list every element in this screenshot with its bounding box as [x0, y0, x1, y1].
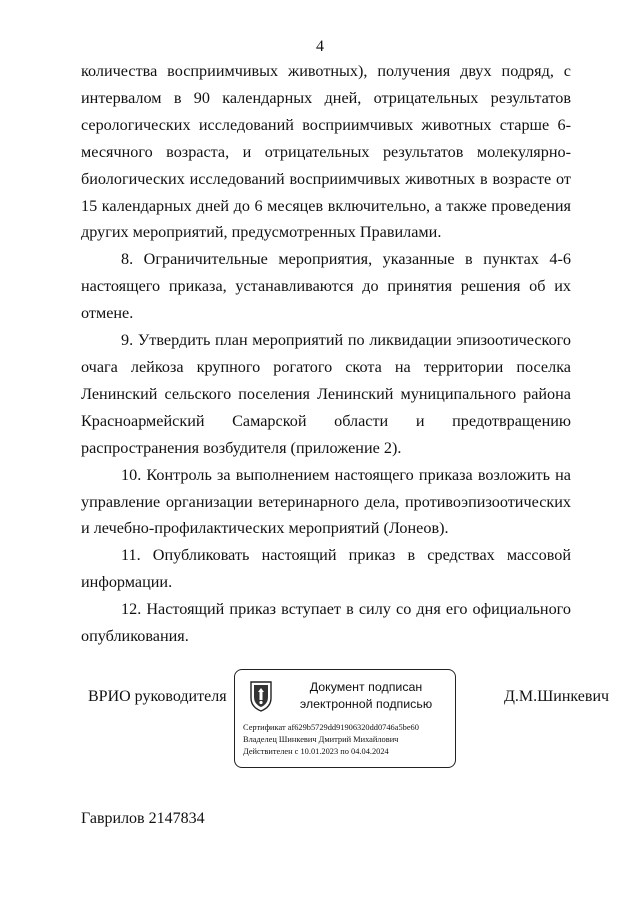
- stamp-title: [285, 679, 447, 713]
- executor-note: Гаврилов 2147834: [81, 810, 205, 827]
- paragraph-item-12: 12. Настоящий приказ вступает в силу со дня его официального опубликования.: [81, 600, 571, 646]
- paragraph-continuation: количества восприимчивых животных), получения двух подряд, с интервалом в 90 календарных дней, отрицательных результатов серологических исследований восприимчивых животных старше 6-месячного возраста, и отрицательных результатов молекулярно-биологических исследований восприимчивых животных в возрасте от 15 календарных дней до 6 месяцев включительно, а также проведения других мероприятий, предусмотренных Правилами.: [81, 62, 571, 242]
- coat-of-arms-icon: [249, 680, 273, 712]
- stamp-title-line-2: электронной подписью: [299, 697, 433, 711]
- page-number: 4: [316, 38, 324, 55]
- paragraph-item-11: 11. Опубликовать настоящий приказ в средствах массовой информации.: [81, 546, 571, 592]
- electronic-signature-stamp: [234, 669, 456, 768]
- stamp-owner: Владелец Шинкевич Дмитрий Михайлович: [243, 735, 399, 744]
- stamp-validity: Действителен с 10.01.2023 по 04.04.2024: [243, 747, 389, 756]
- signatory-name: Д.М.Шинкевич: [504, 688, 610, 705]
- document-body: [81, 58, 571, 650]
- signatory-role: ВРИО руководителя: [88, 688, 227, 705]
- paragraph-item-10: 10. Контроль за выполнением настоящего приказа возложить на управление организации ветеринарного дела, противоэпизоотических и лечебно-профилактических мероприятий (Лонеов).: [81, 465, 571, 538]
- paragraph-item-9: 9. Утвердить план мероприятий по ликвидации эпизоотического очага лейкоза крупного рогатого скота на территории поселка Ленинский сельского поселения Ленинский муниципального района Красноармейский Самарской области и предотвращению распространения возбудителя (приложение 2).: [81, 331, 571, 457]
- stamp-title-line-1: Документ подписан: [309, 680, 423, 694]
- stamp-details: [243, 722, 419, 758]
- paragraph-item-8: 8. Ограничительные мероприятия, указанные в пунктах 4-6 настоящего приказа, устанавливаются до принятия решения об их отмене.: [81, 250, 571, 323]
- stamp-certificate: Сертификат af629b5729dd91906320dd0746a5be60: [243, 723, 419, 732]
